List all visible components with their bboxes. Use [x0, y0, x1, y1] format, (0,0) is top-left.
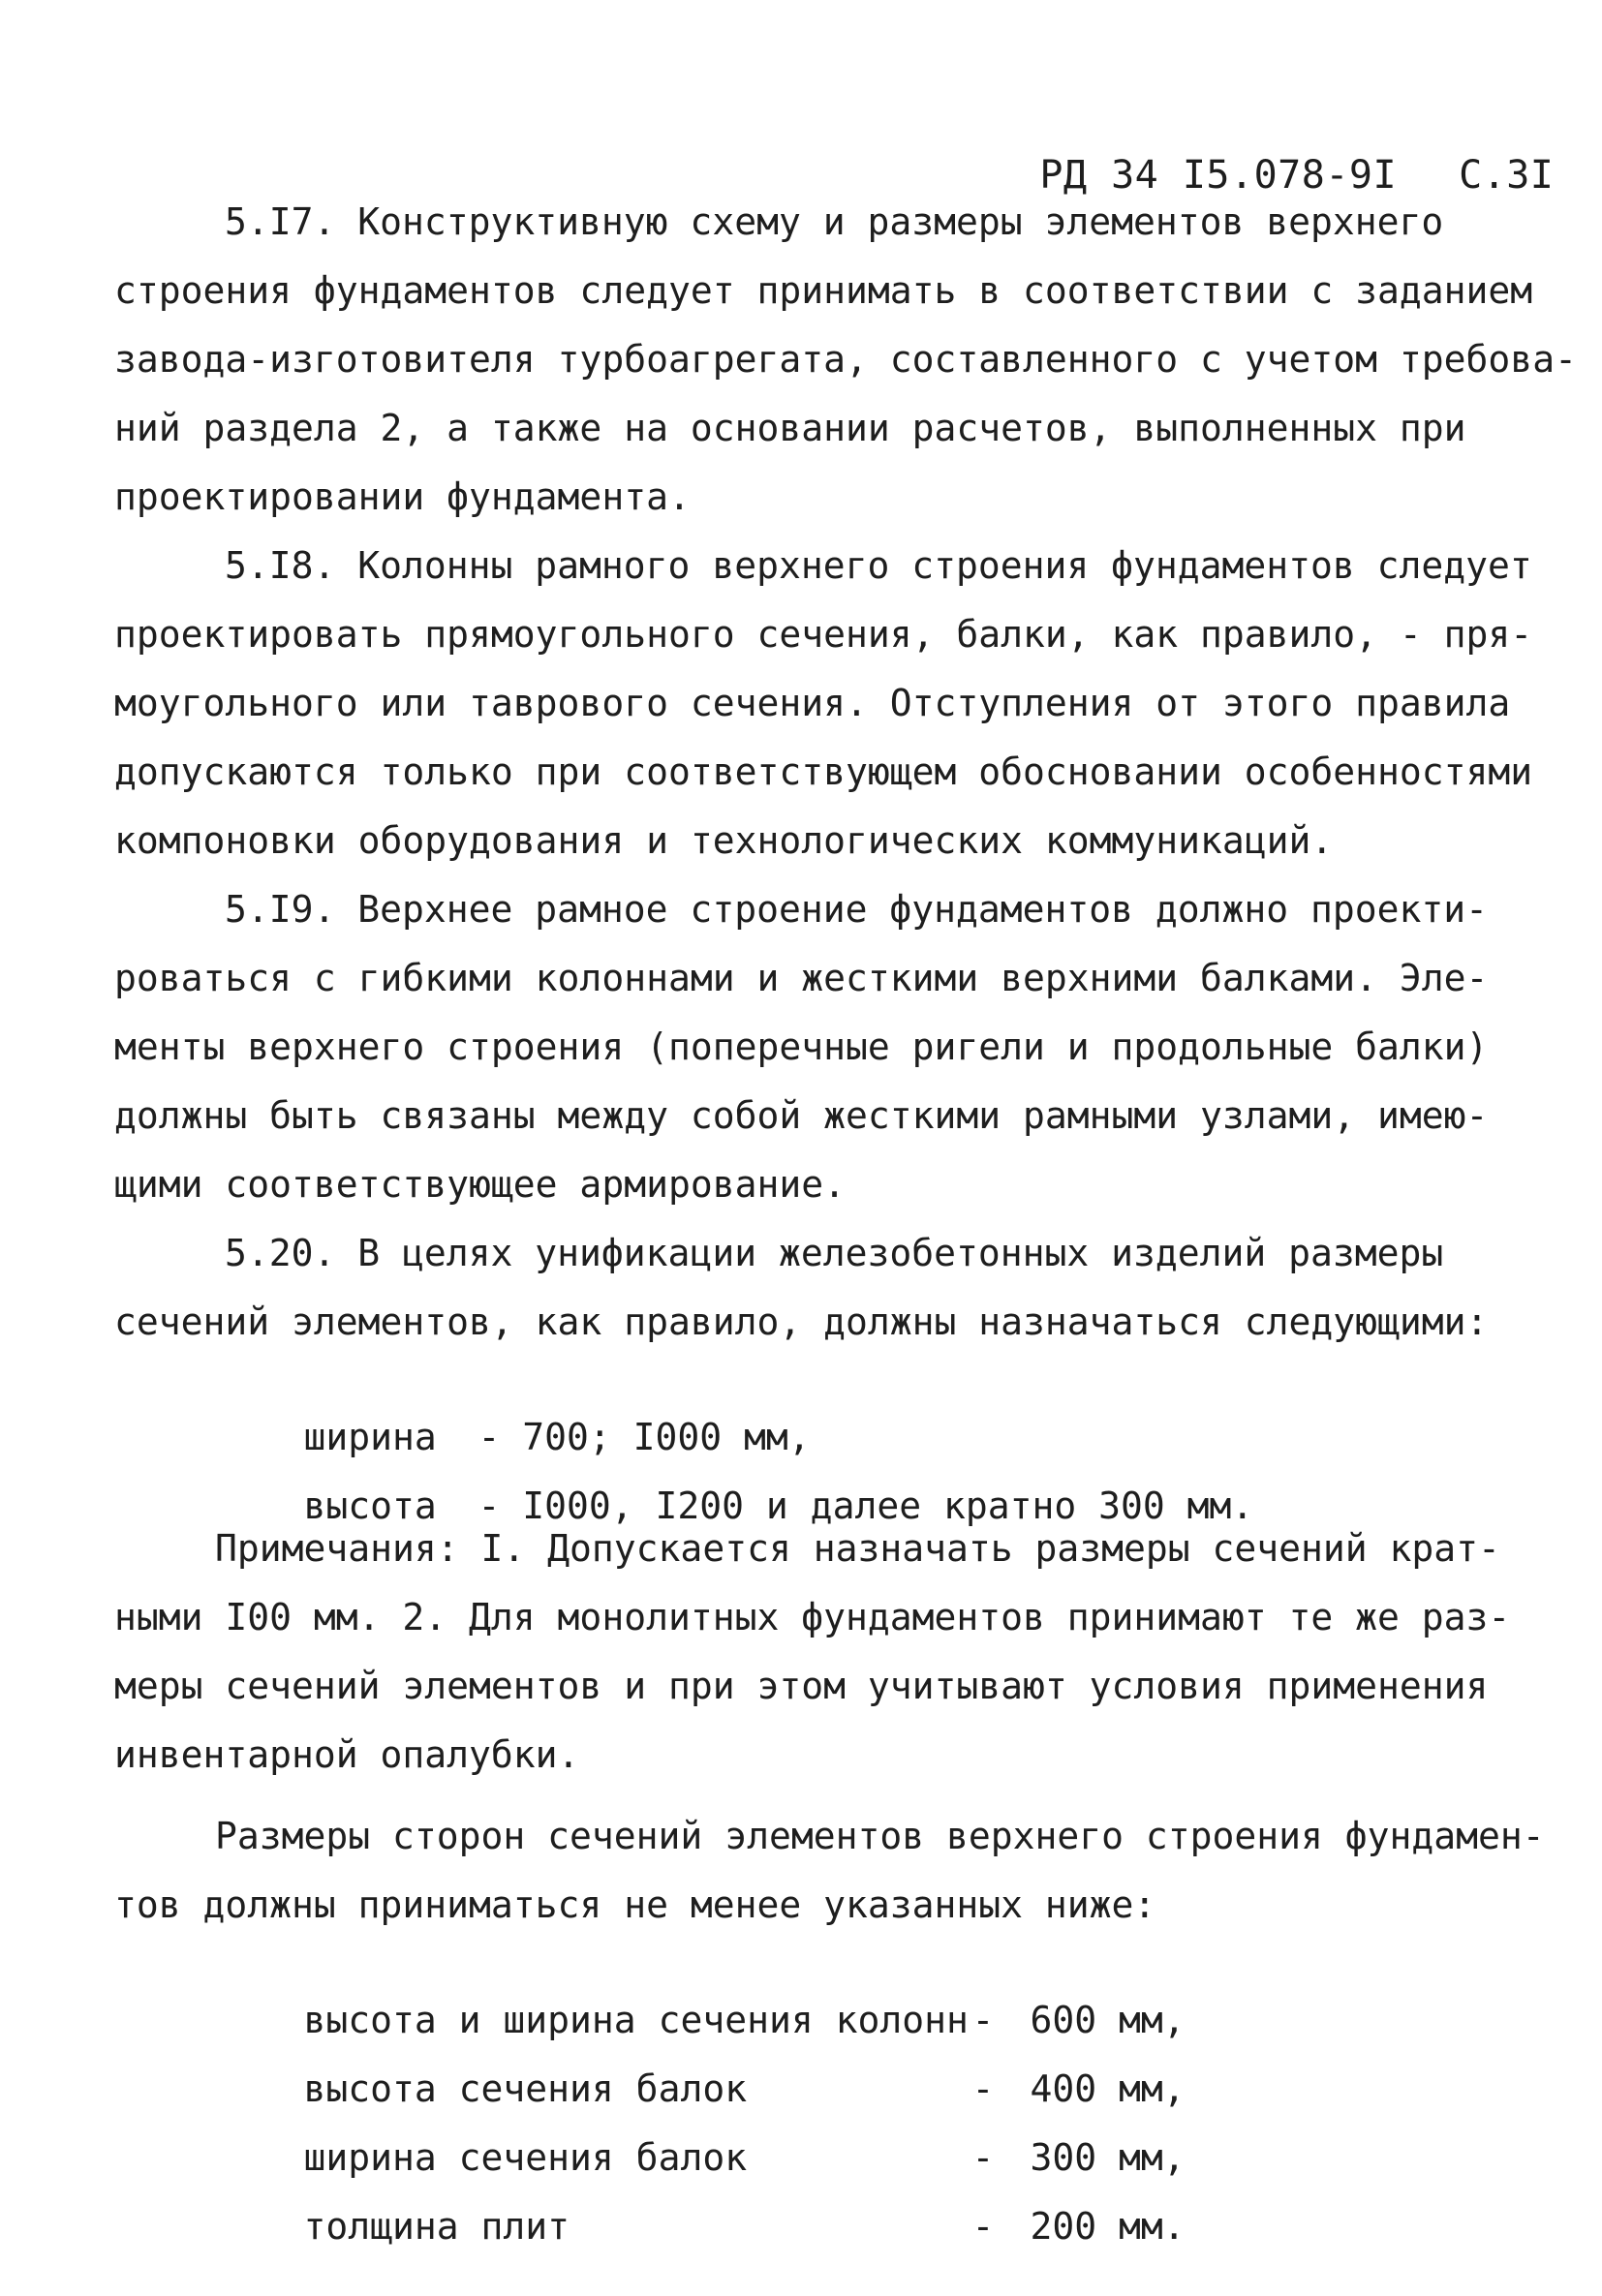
- paragraph-line: моугольного или таврового сечения. Отступления от этого правила: [114, 682, 1511, 724]
- paragraph-line: 5.20. В целях унификации железобетонных изделий размеры: [225, 1232, 1444, 1274]
- note-line: меры сечений элементов и при этом учитывают условия применения: [114, 1665, 1489, 1707]
- min-size-value: 600 мм,: [1030, 1999, 1186, 2041]
- paragraph-line: 5.I7. Конструктивную схему и размеры элементов верхнего: [225, 200, 1444, 243]
- paragraph-line: ний раздела 2, а также на основании расчетов, выполненных при: [114, 407, 1466, 449]
- min-size-value: 300 мм,: [1030, 2136, 1186, 2179]
- paragraph-line: щими соответствующее армирование.: [114, 1163, 846, 1206]
- min-size-value: 200 мм.: [1030, 2205, 1186, 2248]
- paragraph-line: тов должны приниматься не менее указанных ниже:: [114, 1883, 1156, 1926]
- size-value: - 700; I000 мм,: [478, 1416, 811, 1458]
- paragraph-line: сечений элементов, как правило, должны назначаться следующими:: [114, 1301, 1489, 1343]
- paragraph-line: роваться с гибкими колоннами и жесткими верхними балками. Эле-: [114, 957, 1489, 999]
- document-code: РД 34 I5.078-9I: [1039, 153, 1398, 198]
- page-number: С.3I: [1459, 153, 1555, 198]
- size-label: ширина: [303, 1416, 437, 1458]
- min-size-dash: -: [971, 2067, 995, 2110]
- note-line: инвентарной опалубки.: [114, 1733, 580, 1776]
- paragraph-line: 5.I9. Верхнее рамное строение фундаментов должно проекти-: [225, 888, 1489, 931]
- paragraph-line: строения фундаментов следует принимать в соответствии с заданием: [114, 269, 1533, 312]
- paragraph-line: менты верхнего строения (поперечные ригели и продольные балки): [114, 1026, 1489, 1068]
- min-size-label: высота сечения балок: [303, 2067, 748, 2110]
- paragraph-line: Размеры сторон сечений элементов верхнего строения фундамен-: [215, 1815, 1545, 1857]
- size-value: - I000, I200 и далее кратно 300 мм.: [478, 1485, 1254, 1527]
- paragraph-line: завода-изготовителя турбоагрегата, составленного с учетом требова-: [114, 338, 1577, 381]
- paragraph-line: 5.I8. Колонны рамного верхнего строения фундаментов следует: [225, 544, 1532, 587]
- paragraph-line: проектировать прямоугольного сечения, балки, как правило, - пря-: [114, 613, 1533, 656]
- note-line: Примечания: I. Допускается назначать размеры сечений крат-: [215, 1527, 1500, 1570]
- size-label: высота: [303, 1485, 437, 1527]
- min-size-dash: -: [971, 1999, 995, 2041]
- paragraph-line: проектировании фундамента.: [114, 475, 691, 518]
- note-line: ными I00 мм. 2. Для монолитных фундаментов принимают те же раз-: [114, 1596, 1511, 1638]
- paragraph-line: компоновки оборудования и технологических коммуникаций.: [114, 819, 1334, 862]
- min-size-dash: -: [971, 2136, 995, 2179]
- min-size-label: ширина сечения балок: [303, 2136, 748, 2179]
- min-size-label: высота и ширина сечения колонн: [303, 1999, 969, 2041]
- min-size-label: толщина плит: [303, 2205, 570, 2248]
- min-size-row: [215, 2157, 1186, 2296]
- paragraph-line: должны быть связаны между собой жесткими рамными узлами, имею-: [114, 1094, 1489, 1137]
- min-size-value: 400 мм,: [1030, 2067, 1186, 2110]
- paragraph-line: допускаются только при соответствующем обосновании особенностями: [114, 750, 1533, 793]
- min-size-dash: -: [971, 2205, 995, 2248]
